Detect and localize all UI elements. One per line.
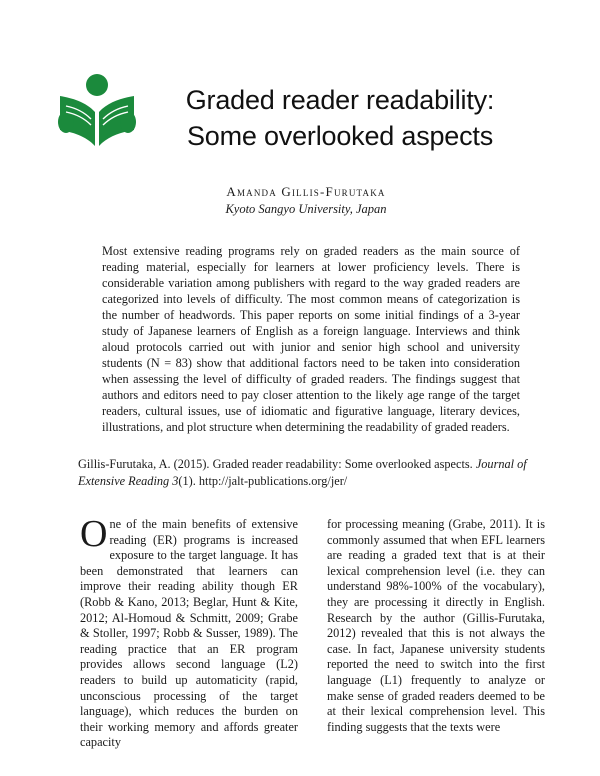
page-title [150,82,530,154]
body-left-text: ne of the main benefits of extensive reading (ER) programs is increased exposure to the target language. It has been demonstrated that learners can improve their reading ability though ER (Robb & Kano, 2013; Beglar, Hunt & Kite, 2012; Al-Homoud & Schmitt, 2009; Grabe & Stoller, 1997; Robb & Susser, 1989). The reading practice that an ER program provides allows second language (L2) readers to build up automaticity (rapid, unconscious processing of the target language), which reduces the burden on their working memory and affords greater capacity [80,517,298,750]
title-line-2: Some overlooked aspects [186,121,494,151]
abstract: Most extensive reading programs rely on graded readers as the main source of reading material, especially for learners at lower proficiency levels. There is considerable variation among publishers with regard to the way graded readers are categorized into levels of difficulty. The most common means of categorization is the number of headwords. This paper reports on some initial findings of a 3-year study of Japanese learners of English as a foreign language. Interviews and think aloud protocols carried out with junior and senior high school and university students (N = 83) show that additional factors need to be taken into consideration when assessing the level of difficulty of graded readers. The findings suggest that authors and editors need to pay closer attention to the likely age range of the target readers, cultural issues, use of idiomatic and figurative language, literary devices, illustrations, and plot structure when determining the readability of graded readers. [102,244,520,434]
body-column-right: for processing meaning (Grabe, 2011). It is commonly assumed that when EFL learners are reading a graded text that is at their lexical comprehension level (i.e. they can understand 98%-100% of the vocabulary), they are processing it directly in English. Research by the author (Gillis-Furutaka, 2012) revealed that this is not always the case. In fact, Japanese university students reported the need to switch into the first language (L1) frequently to analyze or make sense of graded readers deemed to be at their lexical comprehension level. This finding suggests that the texts were [327,517,545,734]
citation-journal: Journal of Extensive Reading 3 [78,457,527,488]
author-affiliation: Kyoto Sangyo University, Japan [225,202,387,216]
citation [78,456,530,490]
reader-with-book-icon [56,72,138,150]
title-line-1: Graded reader readability: [185,85,495,115]
body-column-left [80,513,298,751]
drop-cap: O [80,513,108,555]
citation-lead: Gillis-Furutaka, A. (2015). Graded reader readability: Some overlooked aspects. [78,457,476,471]
author-name: Amanda Gillis-Furutaka [226,184,386,199]
citation-tail: (1). http://jalt-publications.org/jer/ [178,474,348,488]
